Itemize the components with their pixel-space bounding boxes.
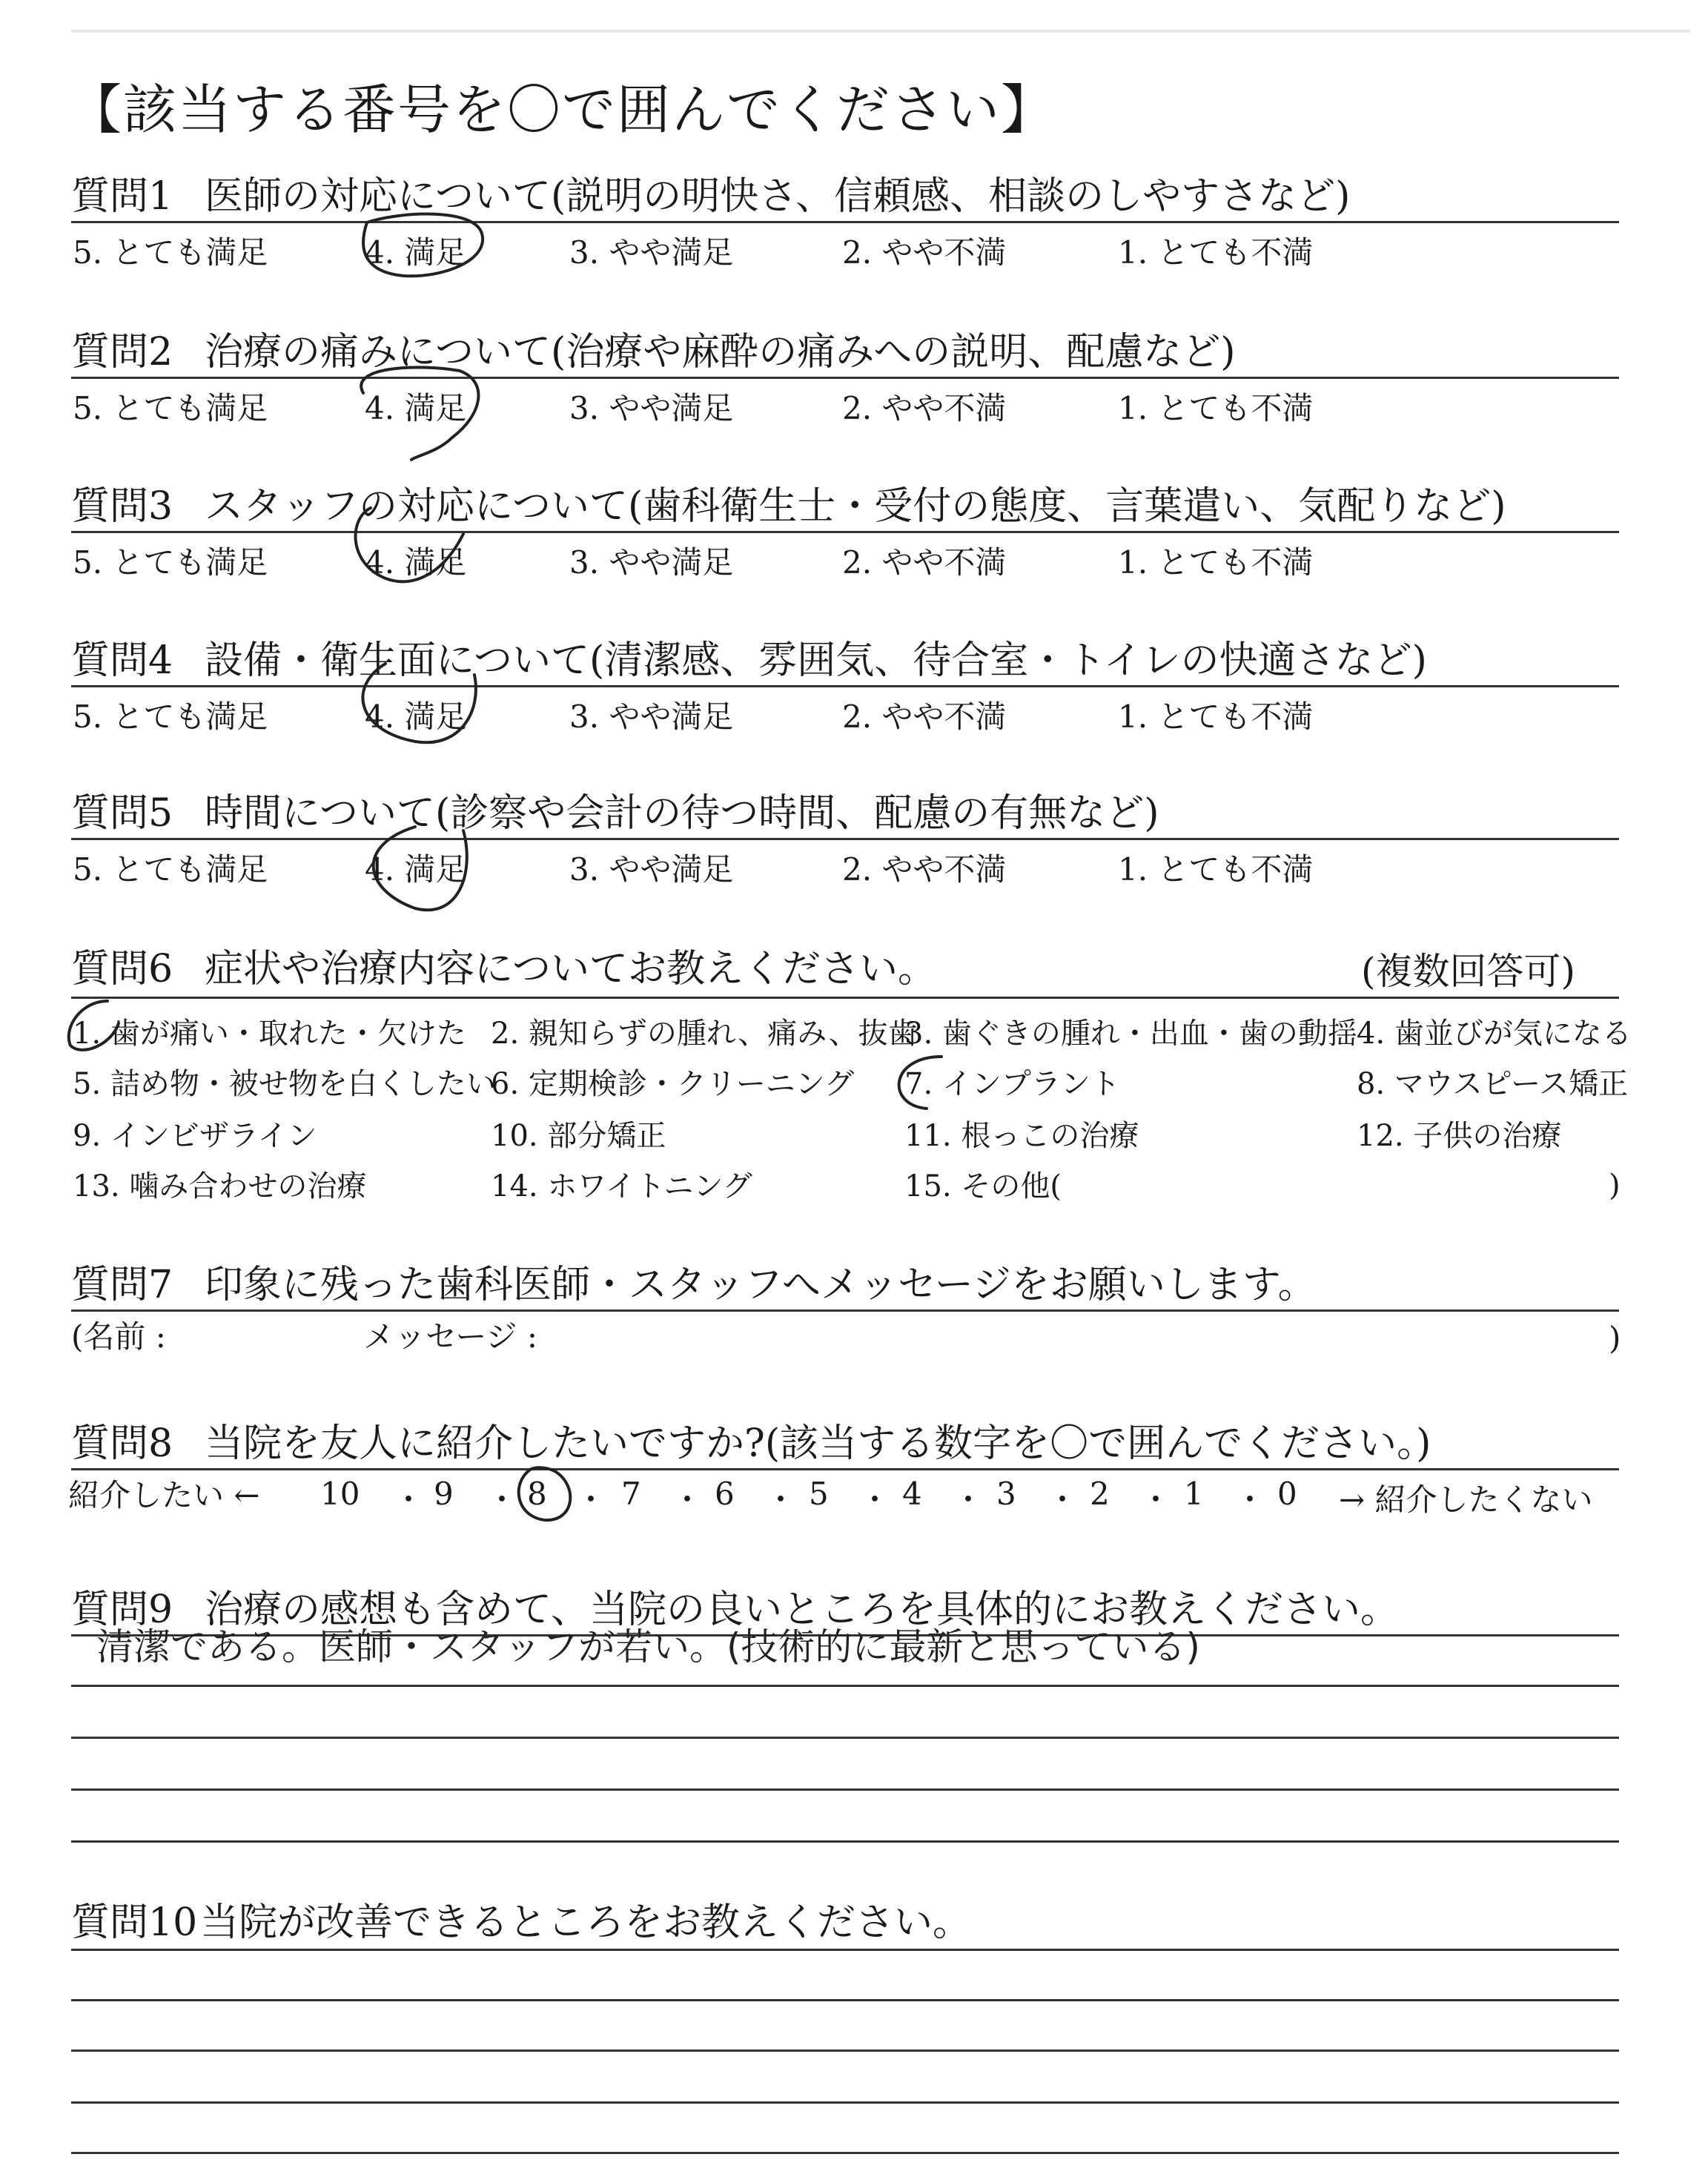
option-somewhat-dissatisfied[interactable]: 2. やや不満 [842,698,1007,735]
question-number: 質問5 [71,791,173,836]
question-rule [71,221,1619,223]
question-rule [71,1309,1619,1312]
option-satisfied[interactable]: 4. 満足 [365,234,467,271]
score-10[interactable]: 10 [320,1476,360,1512]
question-number: 質問7 [71,1263,173,1307]
message-field-label: メッセージ : [363,1318,537,1355]
question-rule [71,997,1619,999]
score-2[interactable]: 2 [1090,1476,1110,1512]
handwritten-answer-q9: 清潔である。医師・スタッフが若い。(技術的に最新と思っている) [96,1625,1201,1668]
question-text: スタッフの対応について(歯科衛生士・受付の態度、言葉遣い、気配りなど) [205,484,1506,529]
question-text: 時間について(診察や会計の待つ時間、配慮の有無など) [205,791,1159,836]
option-very-satisfied[interactable]: 5. とても満足 [73,698,268,735]
symptom-option-6[interactable]: 6. 定期検診・クリーニング [491,1067,855,1101]
question-text: 医師の対応について(説明の明快さ、信頼感、相談のしやすさなど) [205,174,1351,219]
answer-line [71,1999,1619,2001]
answer-line [71,1840,1619,1843]
score-3[interactable]: 3 [996,1476,1016,1512]
option-satisfied[interactable]: 4. 満足 [365,851,467,888]
question-number: 質問4 [71,638,173,683]
score-8[interactable]: 8 [527,1476,547,1512]
recommend-label: 紹介したい ← [68,1477,260,1513]
score-4[interactable]: 4 [902,1476,922,1512]
option-somewhat-dissatisfied[interactable]: 2. やや不満 [842,544,1007,581]
answer-line [71,1685,1619,1687]
name-field-label: (名前 : [71,1318,166,1355]
scale-dot: ・ [1047,1482,1079,1518]
option-somewhat-dissatisfied[interactable]: 2. やや不満 [842,390,1007,426]
symptom-option-15-other[interactable]: 15. その他( [904,1169,1062,1203]
score-5[interactable]: 5 [809,1476,829,1512]
option-very-satisfied[interactable]: 5. とても満足 [73,851,268,888]
question-text: 印象に残った歯科医師・スタッフへメッセージをお願いします。 [205,1263,1317,1307]
question-heading [71,1412,1431,1467]
option-somewhat-satisfied[interactable]: 3. やや満足 [569,698,734,735]
question-heading [71,475,1506,530]
symptom-option-13[interactable]: 13. 噛み合わせの治療 [73,1169,367,1203]
question-rule [71,1468,1619,1470]
symptom-option-3[interactable]: 3. 歯ぐきの腫れ・出血・歯の動揺 [904,1017,1357,1051]
question-number: 質問1 [71,174,173,219]
question-number: 質問10 [71,1900,198,1945]
scale-dot: ・ [575,1482,607,1518]
symptom-option-11[interactable]: 11. 根っこの治療 [904,1119,1139,1153]
option-somewhat-dissatisfied[interactable]: 2. やや不満 [842,851,1007,888]
question-rule [71,377,1619,379]
symptom-option-2[interactable]: 2. 親知らずの腫れ、痛み、抜歯 [491,1017,918,1051]
scale-dot: ・ [1140,1482,1172,1518]
question-number: 質問2 [71,330,173,374]
symptom-option-4[interactable]: 4. 歯並びが気になる [1357,1017,1632,1051]
symptom-option-1[interactable]: 1. 歯が痛い・取れた・欠けた [73,1017,466,1051]
message-close-paren: ) [1609,1320,1621,1356]
question-rule [71,838,1619,840]
top-edge-line [71,30,1690,33]
symptom-option-9[interactable]: 9. インビザライン [73,1119,317,1153]
option-satisfied[interactable]: 4. 満足 [365,390,467,426]
option-very-dissatisfied[interactable]: 1. とても不満 [1118,698,1314,735]
question-rule [71,531,1619,533]
option-very-dissatisfied[interactable]: 1. とても不満 [1118,390,1314,426]
score-0[interactable]: 0 [1277,1476,1297,1512]
option-somewhat-satisfied[interactable]: 3. やや満足 [569,544,734,581]
question-text: 当院を友人に紹介したいですか?(該当する数字を〇で囲んでください。) [205,1421,1431,1466]
scale-dot: ・ [672,1482,704,1518]
answer-line [71,1789,1619,1791]
question-heading [71,320,1236,376]
option-somewhat-dissatisfied[interactable]: 2. やや不満 [842,234,1007,271]
symptom-option-14[interactable]: 14. ホワイトニング [491,1169,752,1203]
symptom-option-10[interactable]: 10. 部分矯正 [491,1119,666,1153]
question-number: 質問9 [71,1588,173,1632]
option-somewhat-satisfied[interactable]: 3. やや満足 [569,390,734,426]
answer-line [71,2152,1619,2154]
other-close-paren: ) [1609,1169,1621,1203]
option-somewhat-satisfied[interactable]: 3. やや満足 [569,851,734,888]
answer-line [71,1634,1619,1636]
option-satisfied[interactable]: 4. 満足 [365,544,467,581]
question-heading [71,782,1159,837]
scale-dot: ・ [393,1482,425,1518]
answer-line [71,2050,1619,2052]
scale-dot: ・ [765,1482,797,1518]
scale-dot: ・ [486,1482,518,1518]
option-somewhat-satisfied[interactable]: 3. やや満足 [569,234,734,271]
option-very-satisfied[interactable]: 5. とても満足 [73,390,268,426]
scale-dot: ・ [953,1482,984,1518]
question-text: 当院が改善できるところをお教えください。 [200,1900,972,1945]
question-text: 治療の痛みについて(治療や麻酔の痛みへの説明、配慮など) [205,330,1236,374]
question-heading [71,1578,1399,1634]
question-heading [71,629,1427,684]
scale-dot: ・ [859,1482,891,1518]
question-text: 症状や治療内容についてお教えください。 [205,947,936,991]
question-text: 治療の感想も含めて、当院の良いところを具体的にお教えください。 [205,1588,1399,1632]
scale-dot: ・ [1234,1482,1266,1518]
answer-line [71,2101,1619,2104]
option-satisfied[interactable]: 4. 満足 [365,698,467,735]
option-very-satisfied[interactable]: 5. とても満足 [73,544,268,581]
score-6[interactable]: 6 [715,1476,735,1512]
answer-line [71,1949,1619,1951]
option-very-satisfied[interactable]: 5. とても満足 [73,234,268,271]
question-rule [71,685,1619,687]
question-heading [71,937,936,993]
question-heading [71,1253,1317,1309]
question-heading [71,165,1350,220]
score-7[interactable]: 7 [621,1476,641,1512]
option-very-dissatisfied[interactable]: 1. とても不満 [1118,544,1314,581]
score-9[interactable]: 9 [434,1476,454,1512]
symptom-option-7[interactable]: 7. インプラント [904,1067,1120,1101]
not-recommend-label: → 紹介したくない [1339,1482,1593,1518]
page-title: 【該当する番号を〇で囲んでください】 [68,79,1056,141]
symptom-option-5[interactable]: 5. 詰め物・被せ物を白くしたい [73,1067,496,1101]
question-heading [71,1891,971,1946]
question-number: 質問8 [71,1421,173,1466]
question-number: 質問6 [71,947,173,991]
option-very-dissatisfied[interactable]: 1. とても不満 [1118,851,1314,888]
score-1[interactable]: 1 [1184,1476,1204,1512]
answer-line [71,1737,1619,1739]
symptom-option-8[interactable]: 8. マウスピース矯正 [1357,1067,1629,1101]
symptom-option-12[interactable]: 12. 子供の治療 [1357,1119,1562,1153]
multiple-answers-note: (複数回答可) [1361,950,1576,993]
question-number: 質問3 [71,484,173,529]
option-very-dissatisfied[interactable]: 1. とても不満 [1118,234,1314,271]
question-text: 設備・衛生面について(清潔感、雰囲気、待合室・トイレの快適さなど) [205,638,1427,683]
